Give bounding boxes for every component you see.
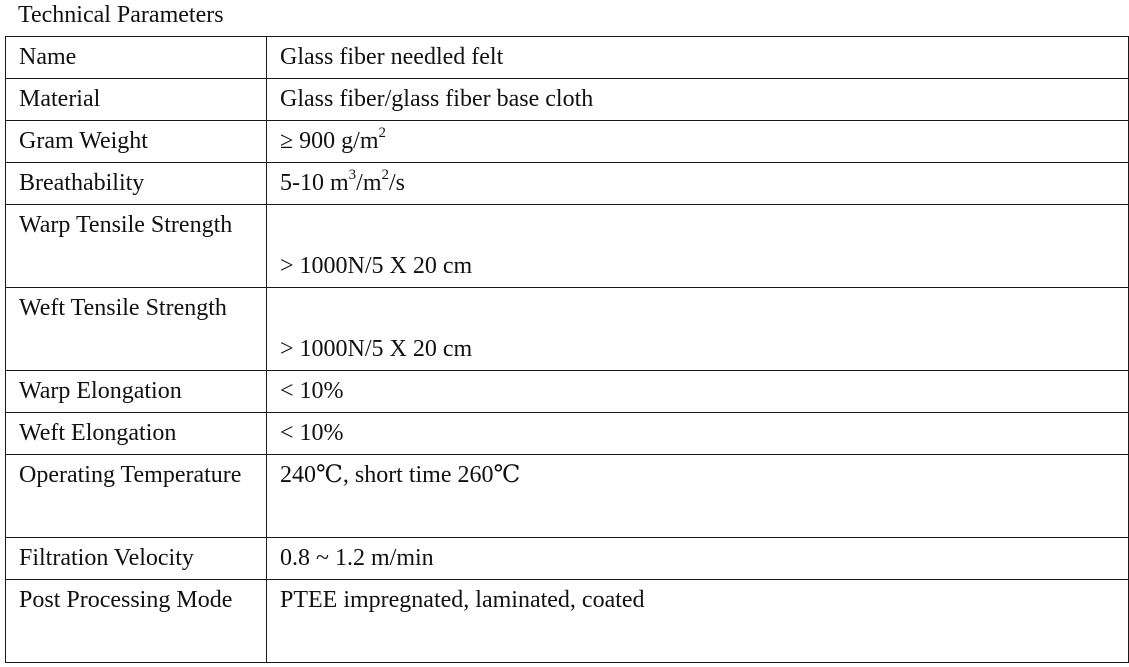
parameter-name: Weft Tensile Strength [19, 295, 227, 321]
value-text: /m [356, 170, 382, 196]
parameter-name: Filtration Velocity [19, 545, 194, 571]
parameter-value: < 10% [280, 420, 344, 446]
table-row [6, 371, 1129, 413]
table-row [6, 121, 1129, 163]
table-row [6, 205, 1129, 288]
value-text: 5-10 m [280, 170, 349, 196]
table-row [6, 538, 1129, 580]
table-row [6, 413, 1129, 455]
parameter-value-cell [267, 37, 1129, 79]
parameter-name-cell [6, 163, 267, 205]
value-text: ≥ 900 g/m [280, 128, 379, 154]
table-row [6, 288, 1129, 371]
parameter-value: 0.8 ~ 1.2 m/min [280, 545, 434, 571]
parameter-name-cell [6, 79, 267, 121]
unit-superscript: 3 [348, 167, 357, 183]
parameter-name: Post Processing Mode [19, 587, 233, 613]
parameter-name-cell [6, 205, 267, 288]
value-text: /s [389, 170, 406, 196]
parameter-name: Warp Tensile Strength [19, 212, 233, 238]
parameter-name: Operating Temperature [19, 462, 242, 488]
unit-superscript: 2 [378, 125, 387, 141]
unit-superscript: 2 [381, 167, 390, 183]
parameter-value: Glass fiber needled felt [280, 44, 504, 70]
parameter-value-cell [267, 163, 1129, 205]
parameter-value-cell [267, 371, 1129, 413]
parameter-name-cell [6, 455, 267, 538]
parameter-value-cell [267, 205, 1129, 288]
parameter-value-cell [267, 121, 1129, 163]
parameter-name: Weft Elongation [19, 420, 177, 446]
parameter-name-cell [6, 37, 267, 79]
table-row [6, 455, 1129, 538]
parameter-value: PTEE impregnated, laminated, coated [280, 587, 645, 613]
table-row [6, 163, 1129, 205]
table-row [6, 37, 1129, 79]
parameter-name-cell [6, 413, 267, 455]
parameter-value-cell [267, 79, 1129, 121]
parameter-value-cell [267, 538, 1129, 580]
parameter-value: < 10% [280, 378, 344, 404]
parameter-value-cell [267, 580, 1129, 663]
technical-parameters-table [5, 36, 1129, 663]
parameter-name: Gram Weight [19, 128, 148, 154]
parameter-name: Warp Elongation [19, 378, 182, 404]
parameter-value: 240℃, short time 260℃ [280, 462, 521, 488]
parameter-value: Glass fiber/glass fiber base cloth [280, 86, 594, 112]
parameter-name-cell [6, 538, 267, 580]
parameter-value: > 1000N/5 X 20 cm [280, 336, 473, 362]
parameter-name-cell [6, 288, 267, 371]
parameter-value: > 1000N/5 X 20 cm [280, 253, 473, 279]
parameter-value [267, 121, 1128, 162]
parameter-value-cell [267, 455, 1129, 538]
parameter-name: Name [19, 44, 77, 70]
parameter-value [267, 163, 1128, 204]
parameter-name: Material [19, 86, 101, 112]
parameter-name-cell [6, 121, 267, 163]
parameter-value-cell [267, 413, 1129, 455]
parameter-name-cell [6, 371, 267, 413]
table-row [6, 79, 1129, 121]
parameter-value-cell [267, 288, 1129, 371]
table-row [6, 580, 1129, 663]
parameter-name-cell [6, 580, 267, 663]
parameter-name: Breathability [19, 170, 145, 196]
table-caption: Technical Parameters [18, 2, 224, 28]
